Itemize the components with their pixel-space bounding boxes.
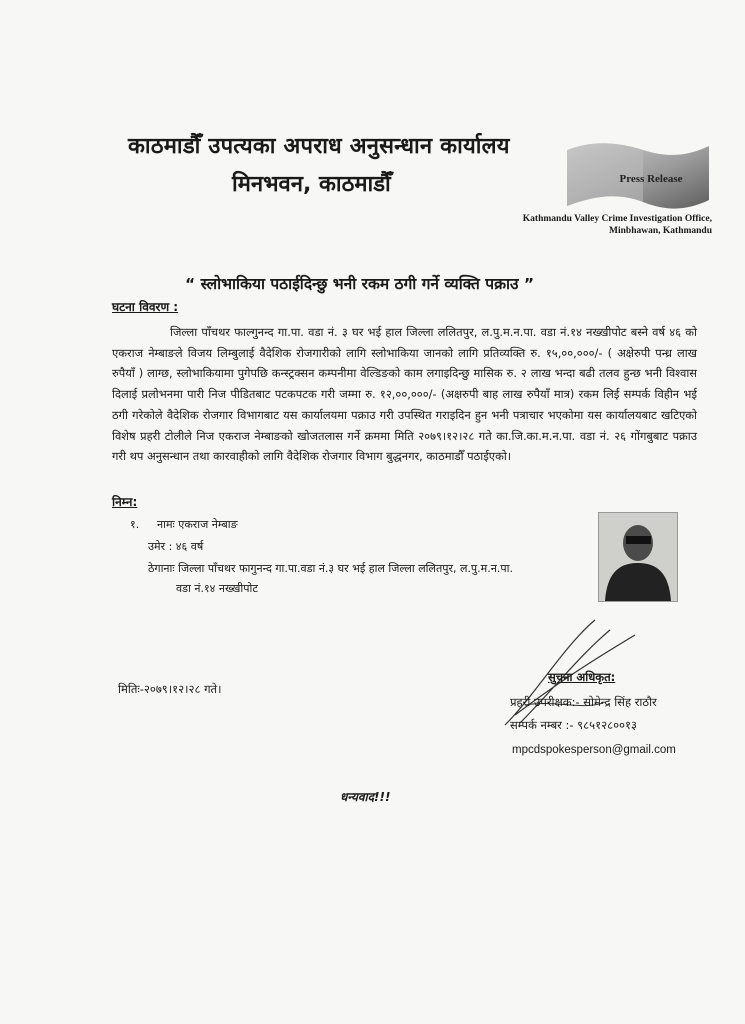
info-officer-label: सुचना अधिकृत: — [548, 670, 616, 684]
press-headline: “ स्लोभाकिया पठाईदिन्छु भनी रकम ठगी गर्ने व्यक्ति पक्राउ ” — [185, 275, 535, 293]
info-officer-name: प्रहरी उपरीक्षक:- सोमेन्द्र सिंह राठौर — [510, 695, 657, 709]
accused-number: १. — [130, 518, 140, 531]
incident-section-label: घटना विवरण : — [112, 300, 179, 314]
closing-thanks: धन्यवाद!!! — [340, 790, 391, 804]
press-release-label: Press Release — [619, 173, 683, 185]
office-english-line1: Kathmandu Valley Crime Investigation Office, — [522, 214, 712, 224]
incident-paragraph — [112, 322, 697, 467]
incident-text: जिल्ला पाँचथर फाल्गुनन्द गा.पा. वडा नं. ३ घर भई हाल जिल्ला ललितपुर, ल.पु.म.न.पा. वडा नं.१४ नख्खीपोट बस्ने वर्ष ४६ को एकराज नेम्बाङले विजय लिम्बुलाई वैदेशिक रोजगारीको लागि स्लोभाकिया जानको लागि प्रतिव्यक्ति रु. १५,००,०००/- ( अक्षेरुपी पन्ध्र लाख रुपैयाँ ) लाग्छ, स्लोभाकियामा पुगेपछि कन्स्ट्रक्सन कम्पनीमा वेल्डिङको काम लगाइदिन्छु मासिक रु. २ लाख भन्दा बढी तलव हुन्छ भनी विश्वास दिलाई प्रलोभनमा पारी निज पीडितबाट पटकपटक गरी जम्मा रु. १२,००,०००/- (अक्षरुपी बाह लाख रुपैयाँ मात्र) रकम लिई सम्पर्क विहीन भई ठगी गरेकोले वैदेशिक रोजगार विभागबाट यस कार्यालयमा पक्राउ गरी उपस्थित गराइदिन हुन भनी पत्राचार भएकोमा यस कार्यालयबाट खटिएको विशेष प्रहरी टोलीले निज एकराज नेम्बाङको खोजतलास गर्ने क्रममा मिति २०७९।१२।२८ गते का.जि.का.म.न.पा. वडा नं. २६ गोंगबुबाट पक्राउ गरी थप अनुसन्धान तथा कारवाहीको लागि वैदेशिक रोजगार विभाग बुद्धनगर, काठमाडौँ पठाईएको। — [112, 325, 697, 464]
office-title-line1: काठमाडौँ उपत्यका अपराध अनुसन्धान कार्यालय — [128, 134, 510, 159]
info-officer-phone: सम्पर्क नम्बर :- ९८५१२८००१३ — [510, 718, 637, 732]
office-english-line2: Minbhawan, Kathmandu — [609, 226, 712, 236]
accused-section-label: निम्न: — [112, 495, 138, 509]
press-release-banner — [563, 140, 713, 212]
office-title-line2: मिनभवन, काठमाडौँ — [232, 172, 391, 197]
info-officer-email: mpcdspokesperson@gmail.com — [512, 744, 676, 756]
release-date: मितिः-२०७९।१२।२८ गते। — [118, 682, 222, 696]
accused-name: नामः एकराज नेम्बाङ — [157, 518, 238, 531]
accused-address-line2: वडा नं.१४ नख्खीपोट — [176, 582, 258, 595]
office-english-name — [512, 213, 712, 237]
accused-address-line1: ठेगानाः जिल्ला पाँचथर फागुनन्द गा.पा.वडा नं.३ घर भई हाल जिल्ला ललितपुर, ल.पु.म.न.पा. — [148, 562, 513, 575]
accused-photo — [598, 512, 678, 602]
accused-age: उमेर : ४६ वर्ष — [148, 540, 204, 553]
